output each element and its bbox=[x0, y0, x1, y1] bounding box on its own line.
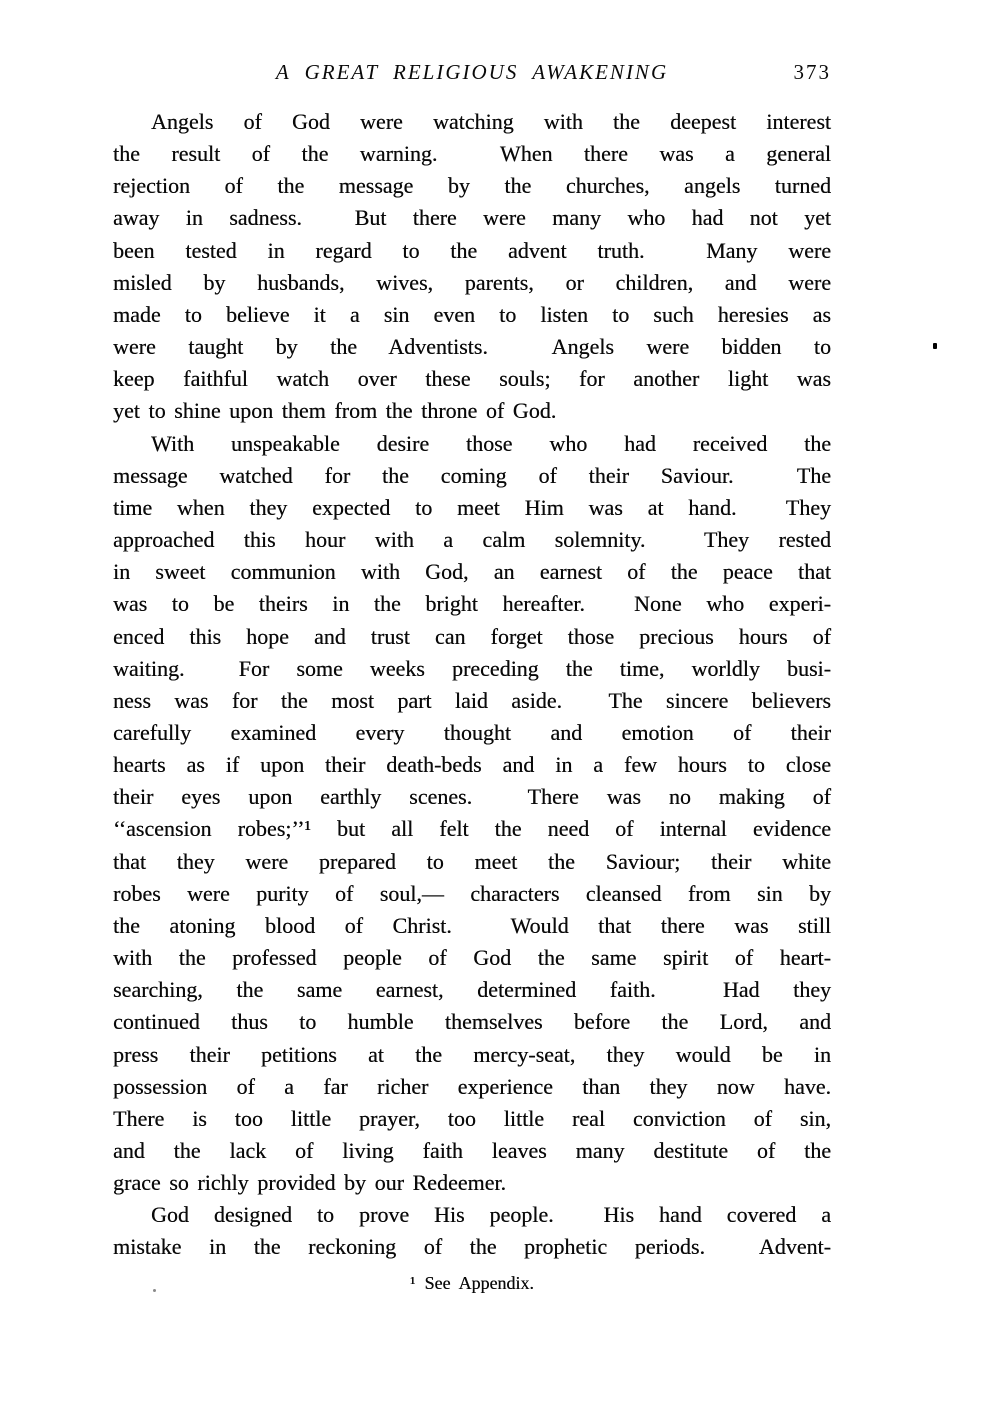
text-line: grace so richly provided by our Redeemer. bbox=[113, 1170, 506, 1196]
text-line: mistake in the reckoning of the prophetic periods. Advent- bbox=[113, 1234, 831, 1260]
text-line: waiting. For some weeks preceding the time, worldly busi- bbox=[113, 655, 831, 681]
text-line: enced this hope and trust can forget those precious hours of bbox=[113, 623, 831, 649]
text-line: misled by husbands, wives, parents, or children, and were bbox=[113, 269, 831, 295]
text-line: keep faithful watch over these souls; for another light was bbox=[113, 366, 831, 392]
text-line: made to believe it a sin even to listen to such heresies as bbox=[113, 301, 831, 327]
text-line: was to be theirs in the bright hereafter. None who experi- bbox=[113, 591, 831, 617]
text-line: with the professed people of God the same spirit of heart- bbox=[113, 945, 831, 971]
text-line: message watched for the coming of their Saviour. The bbox=[113, 462, 831, 488]
text-line: the atoning blood of Christ. Would that there was still bbox=[113, 912, 831, 938]
page-number: 373 bbox=[793, 60, 831, 84]
text-line: With unspeakable desire those who had received the bbox=[151, 430, 831, 456]
text-line: in sweet communion with God, an earnest of the peace that bbox=[113, 559, 831, 585]
text-line: press their petitions at the mercy-seat, they would be in bbox=[113, 1041, 831, 1067]
text-line: yet to shine upon them from the throne of God. bbox=[113, 398, 557, 424]
ink-speck bbox=[153, 1289, 156, 1292]
text-line: Angels of God were watching with the deepest interest bbox=[151, 109, 831, 134]
running-header bbox=[113, 60, 831, 92]
body-text bbox=[113, 106, 831, 1264]
text-line: rejection of the message by the churches, angels turned bbox=[113, 173, 831, 199]
paragraph bbox=[113, 1199, 831, 1263]
text-line: ness was for the most part laid aside. The sincere believers bbox=[113, 687, 831, 713]
text-line: and the lack of living faith leaves many destitute of the bbox=[113, 1138, 831, 1163]
text-line: were taught by the Adventists. Angels were bidden to bbox=[113, 334, 831, 360]
text-line: approached this hour with a calm solemnity. They rested bbox=[113, 527, 831, 553]
text-line: away in sadness. But there were many who had not yet bbox=[113, 205, 831, 231]
text-line: possession of a far richer experience than they now have. bbox=[113, 1073, 831, 1099]
text-line: searching, the same earnest, determined faith. Had they bbox=[113, 977, 831, 1003]
text-line: There is too little prayer, too little real conviction of sin, bbox=[113, 1105, 831, 1131]
text-line: time when they expected to meet Him was at hand. They bbox=[113, 494, 831, 520]
text-line: carefully examined every thought and emotion of their bbox=[113, 719, 831, 745]
text-line: that they were prepared to meet the Saviour; their white bbox=[113, 848, 831, 874]
footnote: ¹ See Appendix. bbox=[410, 1273, 534, 1293]
text-line: the result of the warning. When there was a general bbox=[113, 141, 831, 167]
text-line: continued thus to humble themselves before the Lord, and bbox=[113, 1009, 831, 1035]
text-line: God designed to prove His people. His hand covered a bbox=[151, 1202, 831, 1228]
paragraph bbox=[113, 106, 831, 428]
text-line: ‘‘ascension robes;’’¹ but all felt the need of internal evidence bbox=[113, 816, 831, 842]
paragraph bbox=[113, 428, 831, 1200]
text-line: robes were purity of soul,— characters cleansed from sin by bbox=[113, 880, 831, 906]
running-title: A GREAT RELIGIOUS AWAKENING bbox=[275, 60, 669, 84]
text-line: their eyes upon earthly scenes. There was no making of bbox=[113, 784, 831, 810]
ink-speck bbox=[933, 343, 937, 349]
text-line: hearts as if upon their death-beds and in a few hours to close bbox=[113, 752, 831, 778]
text-line: been tested in regard to the advent truth. Many were bbox=[113, 237, 831, 263]
